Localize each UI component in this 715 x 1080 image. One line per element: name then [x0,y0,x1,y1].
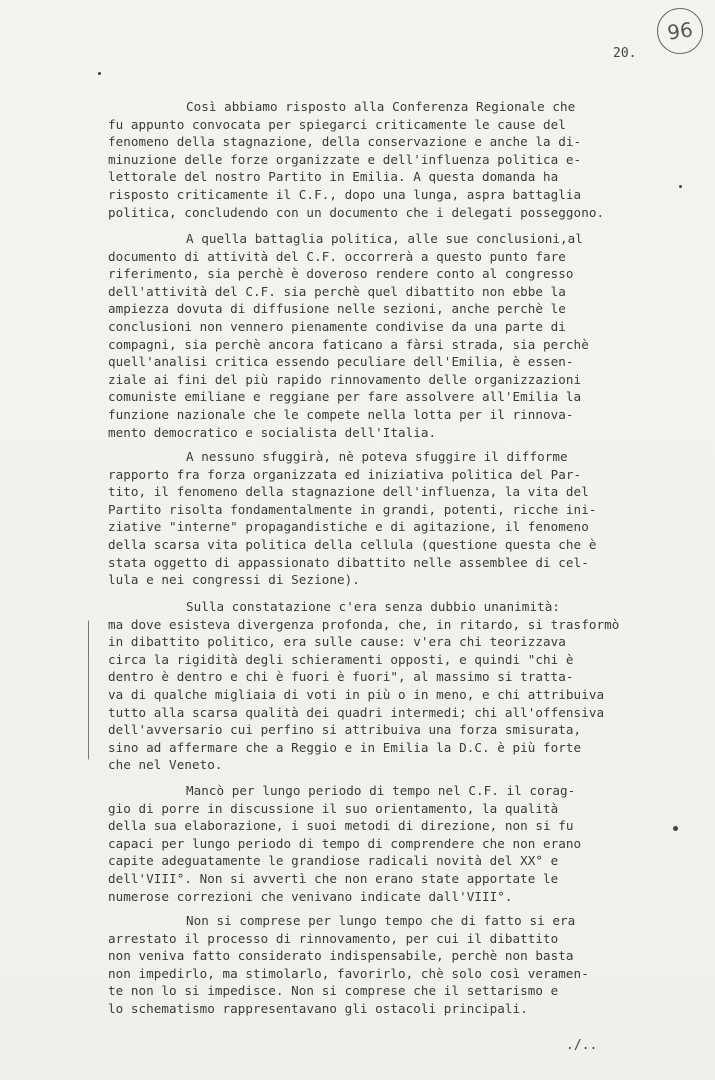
paragraph-3 [108,448,693,589]
text-line: dentro è dentro e chi è fuori è fuori", al massimo si tratta- [108,669,574,685]
text-line: non veniva fatto considerato indispensabile, perchè non basta [108,948,574,964]
text-line: dell'attività del C.F. sia perchè quel dibattito non ebbe la [108,283,566,299]
text-line: Così abbiamo risposto alla Conferenza Regionale che [186,99,576,114]
text-line: minuzione delle forze organizzate e dell'influenza politica e- [108,151,582,167]
text-line: mento democratico e socialista dell'Italia. [108,424,437,440]
text-line: non impedirlo, ma stimolarlo, favorirlo, chè solo così veramen- [108,965,589,981]
text-line: della scarsa vita politica della cellula (questione questa che è [108,536,597,552]
text-line: arrestato il processo di rinnovamento, per cui il dibattito [108,930,559,946]
text-line: Non si comprese per lungo tempo che di fatto si era [186,913,576,928]
text-line: capite adeguatamente le grandiose radicali novità del XX° e [108,853,559,869]
text-line: tito, il fenomeno della stagnazione dell'influenza, la vita del [108,484,589,500]
text-line: politica, concludendo con un documento che i delegati posseggono. [108,204,605,220]
text-line: dell'VIII°. Non si avvertì che non erano state apportate le [108,870,559,886]
text-line: dell'avversario cui perfino si attribuiva una forza smisurata, [108,722,582,738]
text-line: Sulla constatazione c'era senza dubbio unanimità: [186,599,560,614]
text-line: compagni, sia perchè ancora faticano a fàrsi strada, sia perchè [108,336,589,352]
text-line: A quella battaglia politica, alle sue conclusioni,al [186,231,583,246]
text-line: ampiezza dovuta di diffusione nelle sezioni, anche perchè le [108,301,566,317]
paragraph-1 [108,98,693,221]
text-line: A nessuno sfuggirà, nè poteva sfuggire il difforme [186,449,568,464]
text-line: documento di attività del C.F. occorrerà a questo punto fare [108,248,566,264]
text-line: riferimento, sia perchè è doveroso rendere conto al congresso [108,266,574,282]
paragraph-2 [108,230,693,441]
paragraph-5 [108,782,693,905]
text-line: fenomeno della stagnazione, della conservazione e anche la di- [108,134,582,150]
text-line: fu appunto convocata per spiegarci criticamente le cause del [108,116,566,132]
text-line: che nel Veneto. [108,757,223,773]
speck-mark [98,72,101,75]
text-line: ziative "interne" propagandistiche e di agitazione, il fenomeno [108,519,589,535]
margin-bracket-mark [88,620,93,760]
text-line: quell'analisi critica essendo peculiare dell'Emilia, è essen- [108,354,574,370]
text-line: comuniste emiliane e reggiane per fare assolvere all'Emilia la [108,389,582,405]
text-line: gio di porre in discussione il suo orientamento, la qualità [108,800,559,816]
text-line: Mancò per lungo periodo di tempo nel C.F. il corag- [186,783,576,798]
text-line: della sua elaborazione, i suoi metodi di direzione, non si fu [108,818,574,834]
text-line: ma dove esisteva divergenza profonda, che, in ritardo, si trasformò [108,616,620,632]
text-line: ziale ai fini del più rapido rinnovamento delle organizzazioni [108,371,582,387]
paragraph-6 [108,912,693,1018]
text-line: va di qualche migliaia di voti in più o in meno, e chi attribuiva [108,686,605,702]
text-line: in dibattito politico, era sulle cause: v'era chi teorizzava [108,634,566,650]
text-line: capaci per lungo periodo di tempo di comprendere che non erano [108,835,582,851]
text-line: lettorale del nostro Partito in Emilia. A questa domanda ha [108,169,559,185]
paragraph-4 [108,598,693,774]
text-line: te non lo si impedisce. Non si comprese che il settarismo e [108,983,559,999]
text-line: conclusioni non vennero pienamente condivise da una parte di [108,318,566,334]
text-line: Partito risolta fondamentalmente in grandi, potenti, ricche ini- [108,501,597,517]
text-line: rapporto fra forza organizzata ed iniziativa politica del Par- [108,466,582,482]
text-line: risposto criticamente il C.F., dopo una lunga, aspra battaglia [108,186,582,202]
text-line: stata oggetto di appassionato dibattito nelle assemblee di cel- [108,554,589,570]
text-line: circa la rigidità degli schieramenti opposti, e quindi "chi è [108,651,574,667]
text-line: numerose correzioni che venivano indicate dall'VIII°. [108,888,513,904]
text-line: lula e nei congressi di Sezione). [108,572,360,588]
archive-stamp [654,5,706,57]
page-number: 20. [613,46,637,61]
text-line: lo schematismo rappresentavano gli ostacoli principali. [108,1000,528,1016]
stamp-number: 96 [665,17,695,45]
text-line: funzione nazionale che le compete nella lotta per il rinnova- [108,406,574,422]
text-line: sino ad affermare che a Reggio e in Emilia la D.C. è più forte [108,739,582,755]
continuation-mark: ./.. [566,1038,598,1053]
text-line: tutto alla scarsa qualità dei quadri intermedi; chi all'offensiva [108,704,605,720]
